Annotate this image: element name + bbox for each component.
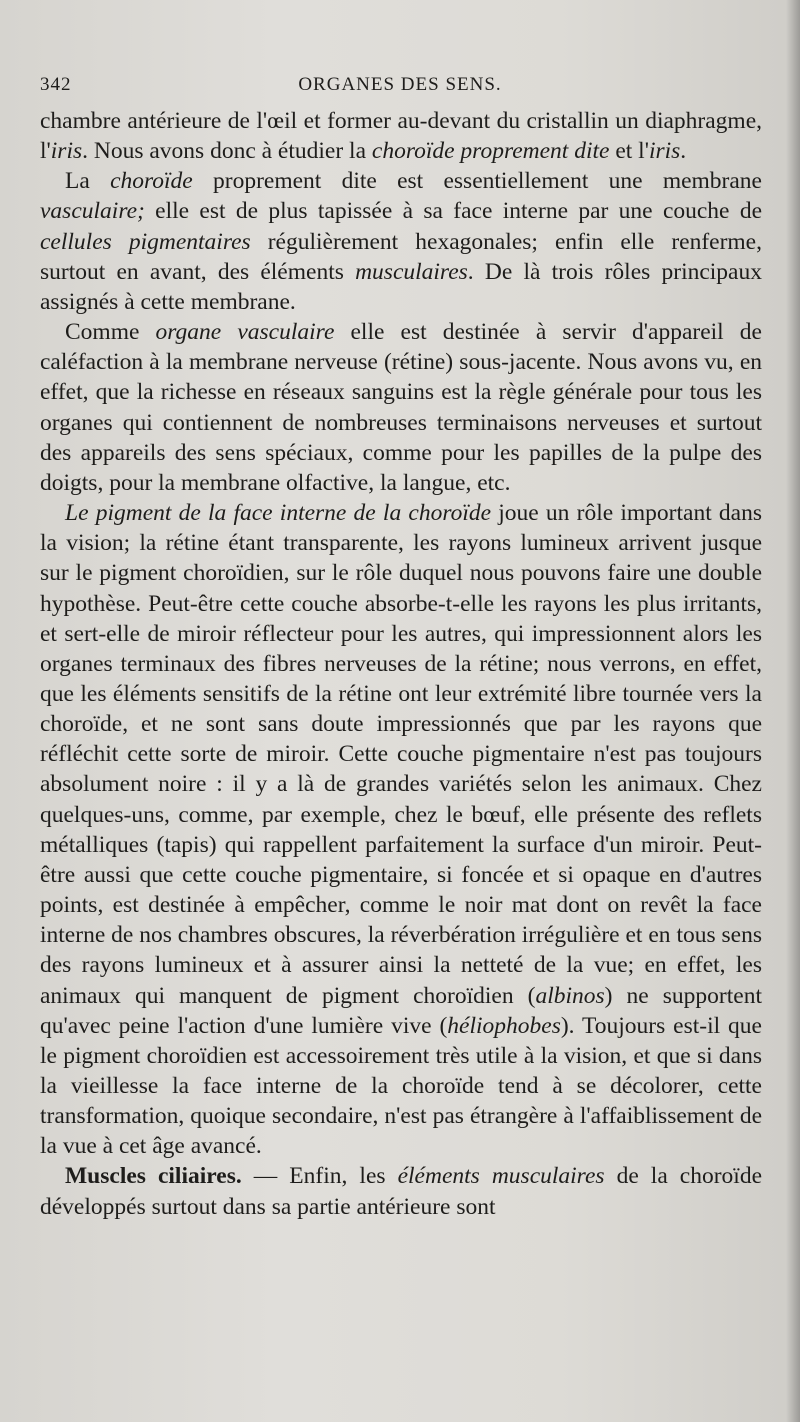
- body-text: [40, 106, 762, 1222]
- running-head: ORGANES DES SENS.: [298, 74, 502, 95]
- text-run: La: [65, 168, 111, 195]
- italic-run: choroïde: [110, 168, 193, 195]
- text-run: ). Toujours est-il que le pigment choroïdien est accessoirement très utile à la vision, et que si dans la vieillesse la face interne de la choroïde tend à se décolorer, cette transformation, quoique secondaire, n'est pas étrangère à l'affaiblissement de la vue à cet âge avancé.: [40, 1012, 762, 1160]
- text-run: joue un rôle important dans la vision; la rétine étant transparente, les rayons lumineux arrivent jusque sur le pigment choroïdien, sur le rôle duquel nous pouvons faire une double hypothèse. Peut-être cette couche absorbe-t-elle les rayons les plus irritants, et sert-elle de miroir réflecteur pour les autres, qui impressionnent alors les organes terminaux des fibres nerveuses de la rétine; nous verrons, en effet, que les éléments sensitifs de la rétine ont leur extrémité libre tournée vers la choroïde, et ne sont sans doute impressionnés que par les rayons que réfléchit cette sorte de miroir. Cette couche pigmentaire n'est pas toujours absolument noire : il y a là de grandes variétés selon les animaux. Chez quelques-uns, comme, par exemple, chez le bœuf, elle présente des reflets métalliques (tapis) qui rappellent parfaitement la surface d'un miroir. Peut-être aussi que cette couche pigmentaire, si foncée et si opaque en d'autres points, est destinée à empêcher, comme le noir mat dont on revêt la face interne de nos chambres obscures, la réverbération irrégulière et en tous sens des rayons lumineux et à assurer ainsi la netteté de la vue; en effet, les animaux qui manquent de pigment choroïdien (: [40, 500, 763, 1009]
- italic-run: musculaires: [355, 258, 468, 285]
- text-run: proprement dite est essentiellement une membrane: [192, 168, 762, 195]
- italic-run: iris: [648, 138, 681, 165]
- text-run: chambre antérieure de l'œil et former au-devant du cristallin un diaphragme, l': [40, 108, 762, 165]
- italic-run: choroïde proprement dite: [371, 138, 610, 165]
- paragraph: [40, 498, 762, 1161]
- text-run: — Enfin, les: [241, 1163, 398, 1190]
- italic-run: éléments musculaires: [397, 1163, 605, 1190]
- italic-run: albinos: [535, 982, 605, 1009]
- text-run: elle est destinée à servir d'appareil de caléfaction à la membrane nerveuse (rétine) sous-jacente. Nous avons vu, en effet, que la richesse en réseaux sanguins est la règle générale pour tous les organes qui contiennent de nombreuses terminaisons nerveuses et surtout des appareils des sens spéciaux, comme pour les papilles de la pulpe des doigts, pour la membrane olfactive, la langue, etc.: [40, 319, 762, 496]
- text-run: .: [680, 138, 687, 165]
- text-run: de la choroïde développés surtout dans sa partie antérieure sont: [40, 1163, 763, 1220]
- text-run: régulièrement hexagonales; enfin elle renferme, surtout en avant, des éléments: [40, 228, 762, 285]
- italic-run: vasculaire;: [40, 198, 145, 225]
- italic-run: cellules pigmentaires: [40, 228, 251, 255]
- italic-run: Le pigment de la face interne de la choroïde: [65, 500, 492, 527]
- text-run: ) ne supportent qu'avec peine l'action d'une lumière vive (: [40, 982, 762, 1039]
- text-run: et l': [609, 138, 649, 165]
- text-run: . De là trois rôles principaux assignés à cette membrane.: [40, 258, 762, 315]
- text-run: . Nous avons donc à étudier la: [82, 138, 372, 165]
- paragraph: [40, 317, 762, 498]
- text-run: Comme: [65, 319, 156, 346]
- italic-run: iris: [50, 138, 83, 165]
- paragraph: [40, 1161, 762, 1221]
- page-header: [40, 74, 760, 98]
- text-run: elle est de plus tapissée à sa face interne par une couche de: [144, 198, 762, 225]
- paragraph: [40, 166, 762, 317]
- page-number: 342: [40, 74, 72, 95]
- italic-run: héliophobes: [447, 1012, 561, 1039]
- italic-run: organe vasculaire: [155, 319, 335, 346]
- bold-heading-run: Muscles ciliaires.: [65, 1163, 242, 1190]
- paragraph: [40, 106, 762, 166]
